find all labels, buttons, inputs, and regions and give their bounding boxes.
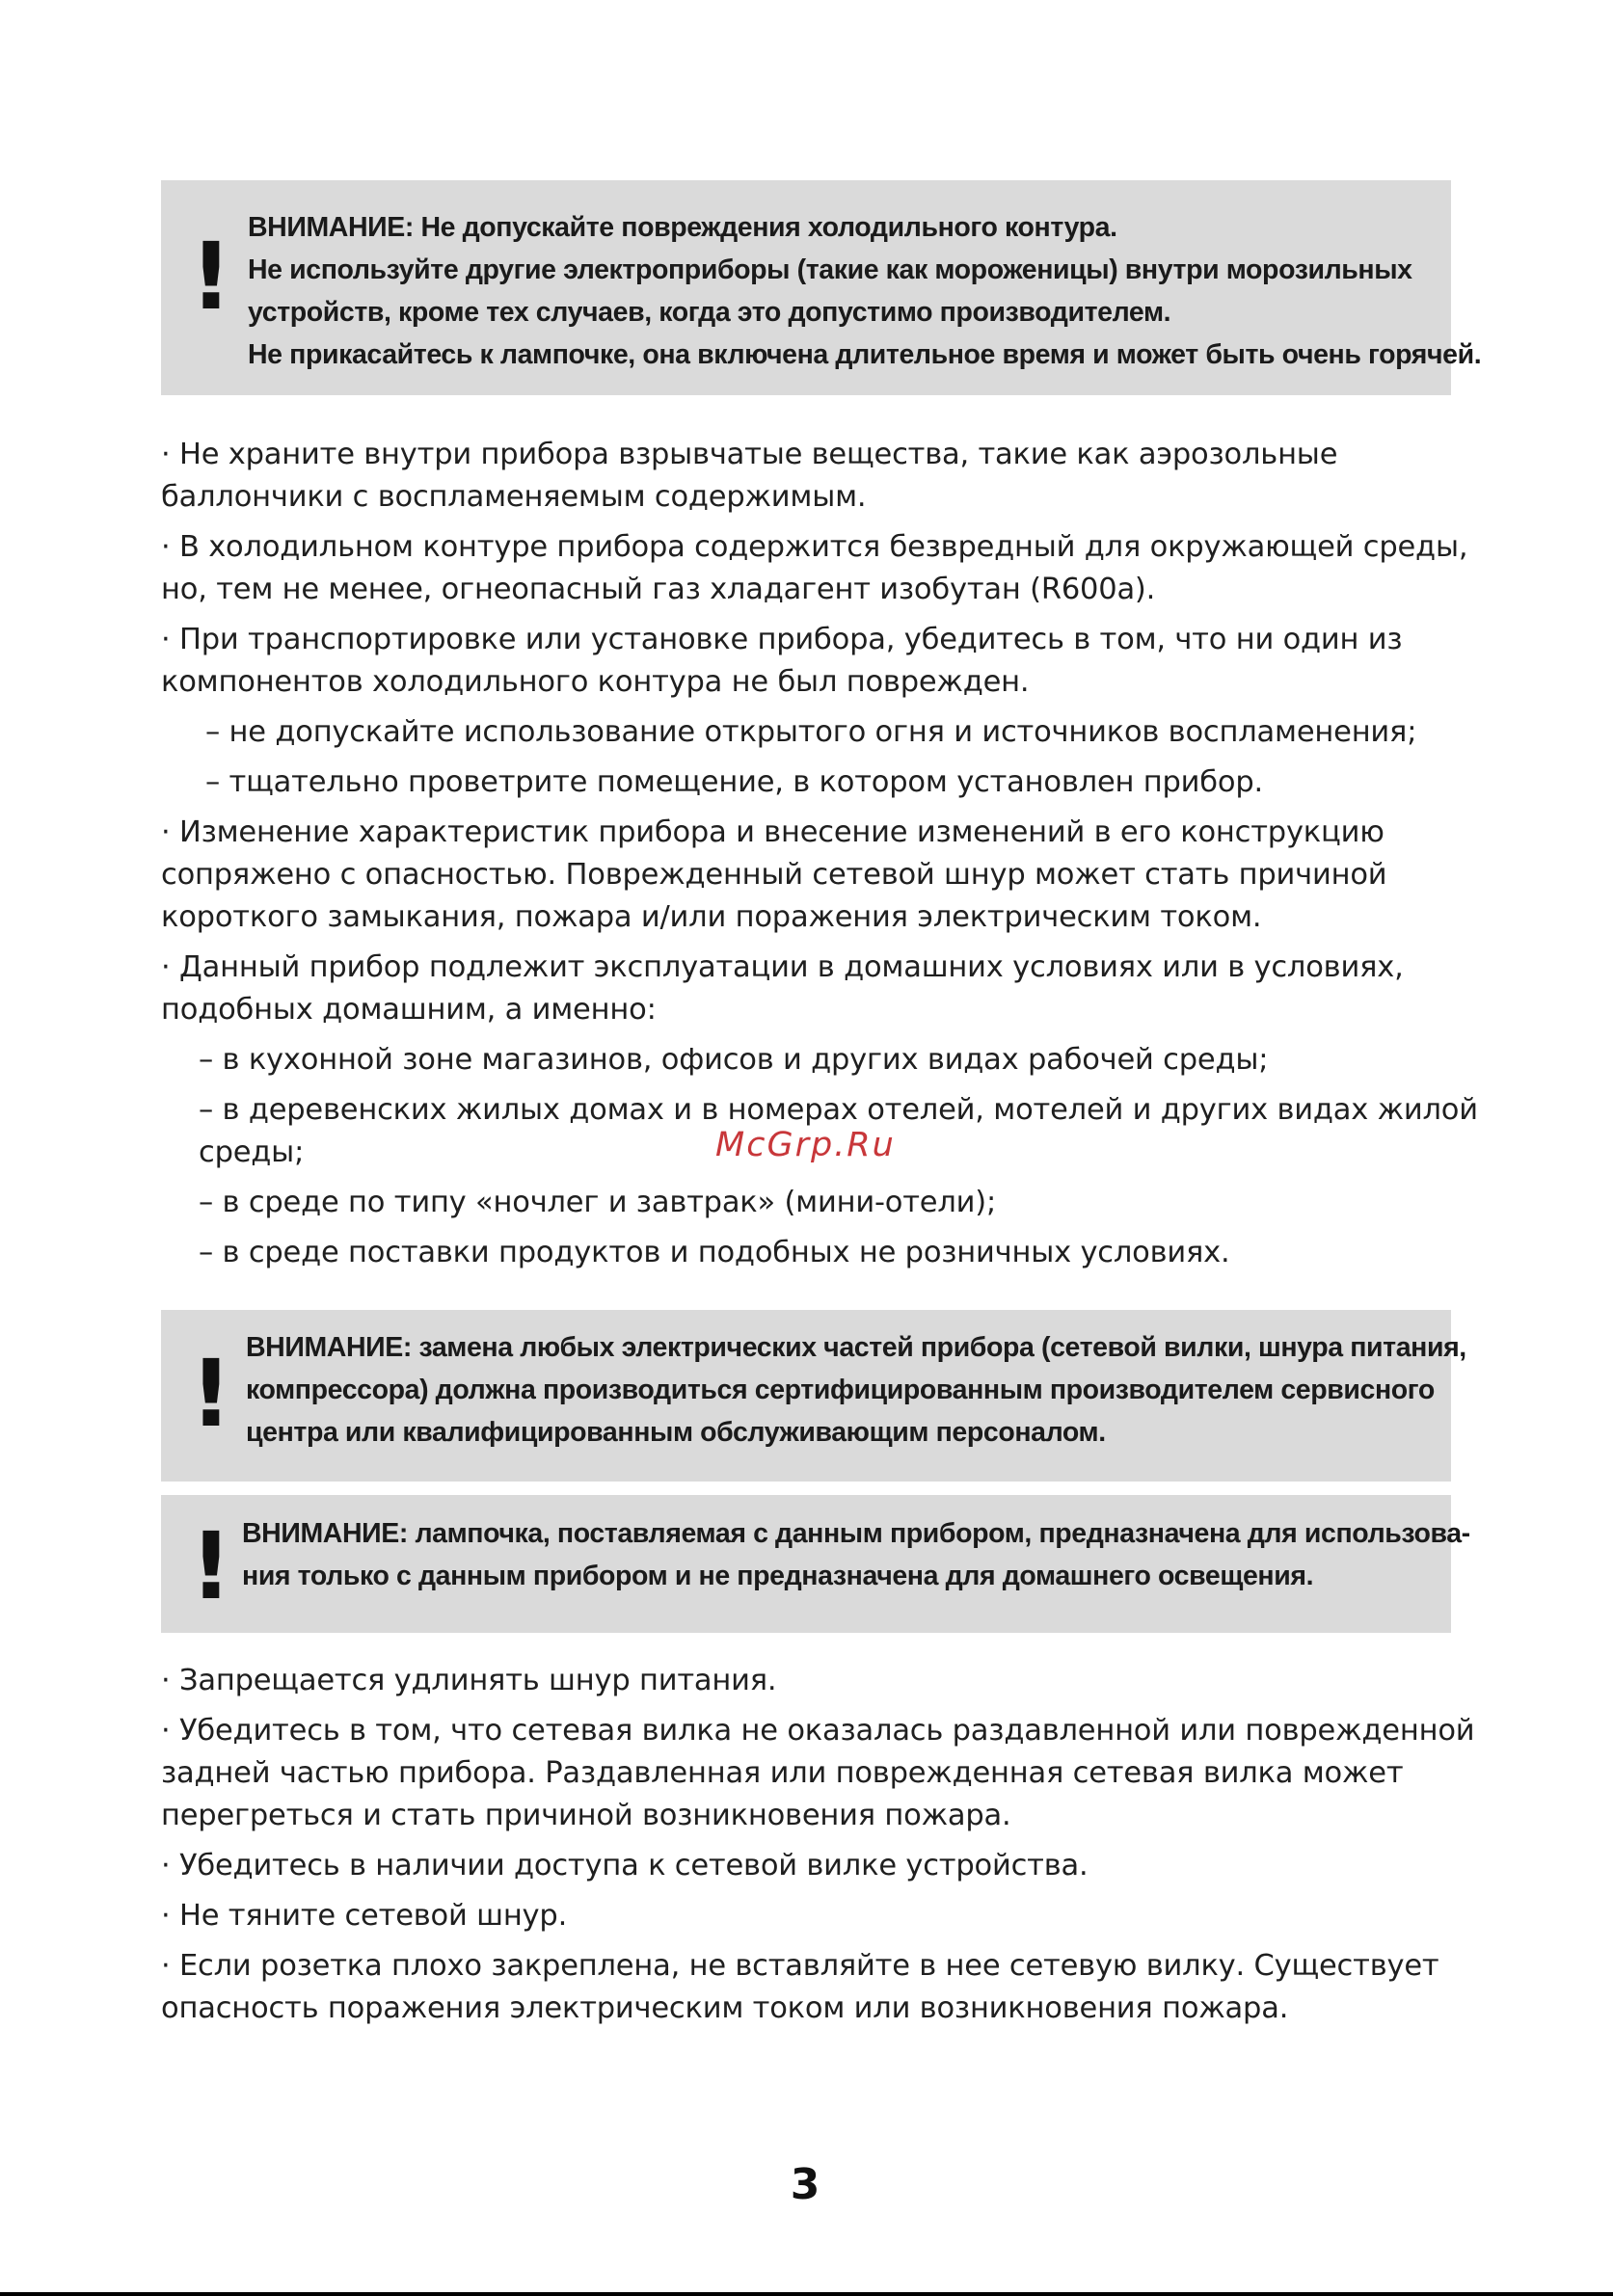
paragraph-line: · В холодильном контуре прибора содержится безвредный для окружающей среды,	[161, 530, 1468, 564]
paragraph-line: · Убедитесь в том, что сетевая вилка не оказалась раздавленной или поврежденной	[161, 1714, 1475, 1748]
paragraph-line: подобных домашним, а именно:	[161, 993, 657, 1027]
paragraph-line: – в кухонной зоне магазинов, офисов и других видах рабочей среды;	[199, 1043, 1269, 1077]
paragraph-line: компонентов холодильного контура не был поврежден.	[161, 665, 1030, 699]
paragraph	[161, 947, 1458, 1031]
warning-line: ВНИМАНИЕ: Не допускайте повреждения холодильного контура.	[248, 212, 1117, 243]
watermark: McGrp.Ru	[715, 1126, 896, 1164]
paragraph	[161, 1710, 1475, 1837]
paragraph	[161, 434, 1458, 519]
paragraph	[161, 1895, 1458, 1937]
warning-box-1	[161, 180, 1482, 395]
paragraph-line: – в деревенских жилых домах и в номерах отелей, мотелей и других видах жилой	[199, 1093, 1478, 1127]
paragraph-line: · Запрещается удлинять шнур питания.	[161, 1664, 777, 1697]
paragraph-line: · Если розетка плохо закреплена, не вставляйте в нее сетевую вилку. Существует	[161, 1949, 1439, 1983]
paragraph-line: но, тем не менее, огнеопасный газ хладагент изобутан (R600a).	[161, 573, 1156, 606]
warning-line: устройств, кроме тех случаев, когда это допустимо производителем.	[248, 297, 1171, 328]
list-item	[199, 1039, 1495, 1081]
exclamation-icon: !	[190, 1512, 232, 1620]
paragraph-line: короткого замыкания, пожара и/или поражения электрическим током.	[161, 900, 1262, 934]
paragraph-line: среды;	[199, 1135, 305, 1169]
paragraph-line: · Изменение характеристик прибора и внесение изменений в его конструкцию	[161, 815, 1384, 849]
list-item	[199, 1232, 1495, 1274]
paragraph-line: сопряжено с опасностью. Поврежденный сетевой шнур может стать причиной	[161, 858, 1387, 892]
paragraph	[161, 526, 1468, 611]
paragraph-line: · При транспортировке или установке прибора, убедитесь в том, что ни один из	[161, 623, 1403, 656]
paragraph-line: · Данный прибор подлежит эксплуатации в домашних условиях или в условиях,	[161, 950, 1404, 984]
paragraph-line: перегреться и стать причиной возникновения пожара.	[161, 1799, 1011, 1832]
paragraph	[161, 619, 1458, 704]
warning-text	[248, 206, 1482, 376]
paragraph-line: задней частью прибора. Раздавленная или поврежденная сетевая вилка может	[161, 1756, 1404, 1790]
paragraph	[161, 1660, 1458, 1702]
list-item	[205, 711, 1502, 754]
list-item	[205, 761, 1502, 804]
paragraph-line: – в среде по типу «ночлег и завтрак» (мини-отели);	[199, 1186, 997, 1219]
paragraph-line: · Не храните внутри прибора взрывчатые вещества, такие как аэрозольные	[161, 438, 1338, 471]
warning-line: Не прикасайтесь к лампочке, она включена длительное время и может быть очень горячей.	[248, 339, 1482, 370]
exclamation-icon: !	[190, 1340, 232, 1448]
paragraph-line: – в среде поставки продуктов и подобных не розничных условиях.	[199, 1236, 1230, 1269]
list-item	[199, 1182, 1495, 1224]
paragraph-line: – не допускайте использование открытого огня и источников воспламенения;	[205, 715, 1417, 749]
warning-line: ВНИМАНИЕ: лампочка, поставляемая с данным прибором, предназначена для использова-	[242, 1518, 1470, 1549]
warning-line: Не используйте другие электроприборы (такие как мороженицы) внутри морозильных	[248, 254, 1412, 285]
bottom-rule	[0, 2292, 1613, 2296]
warning-box-3	[161, 1495, 1470, 1633]
paragraph-line: – тщательно проветрите помещение, в котором установлен прибор.	[205, 765, 1263, 799]
paragraph	[161, 1845, 1458, 1887]
warning-line: ВНИМАНИЕ: замена любых электрических частей прибора (сетевой вилки, шнура питания,	[246, 1332, 1466, 1363]
warning-line: ния только с данным прибором и не предназначена для домашнего освещения.	[242, 1561, 1314, 1591]
paragraph	[161, 812, 1458, 939]
page-number: 3	[790, 2160, 820, 2209]
warning-text	[246, 1326, 1466, 1454]
warning-line: центра или квалифицированным обслуживающим персоналом.	[246, 1417, 1106, 1448]
warning-text	[242, 1512, 1470, 1597]
paragraph-line: · Убедитесь в наличии доступа к сетевой вилке устройства.	[161, 1849, 1089, 1882]
paragraph-line: · Не тяните сетевой шнур.	[161, 1899, 568, 1933]
exclamation-icon: !	[190, 223, 232, 331]
paragraph-line: опасность поражения электрическим током или возникновения пожара.	[161, 1991, 1289, 2025]
warning-line: компрессора) должна производиться сертифицированным производителем сервисного	[246, 1375, 1435, 1405]
paragraph-line: баллончики с воспламеняемым содержимым.	[161, 480, 867, 514]
warning-box-2	[161, 1310, 1466, 1482]
paragraph	[161, 1945, 1458, 2030]
